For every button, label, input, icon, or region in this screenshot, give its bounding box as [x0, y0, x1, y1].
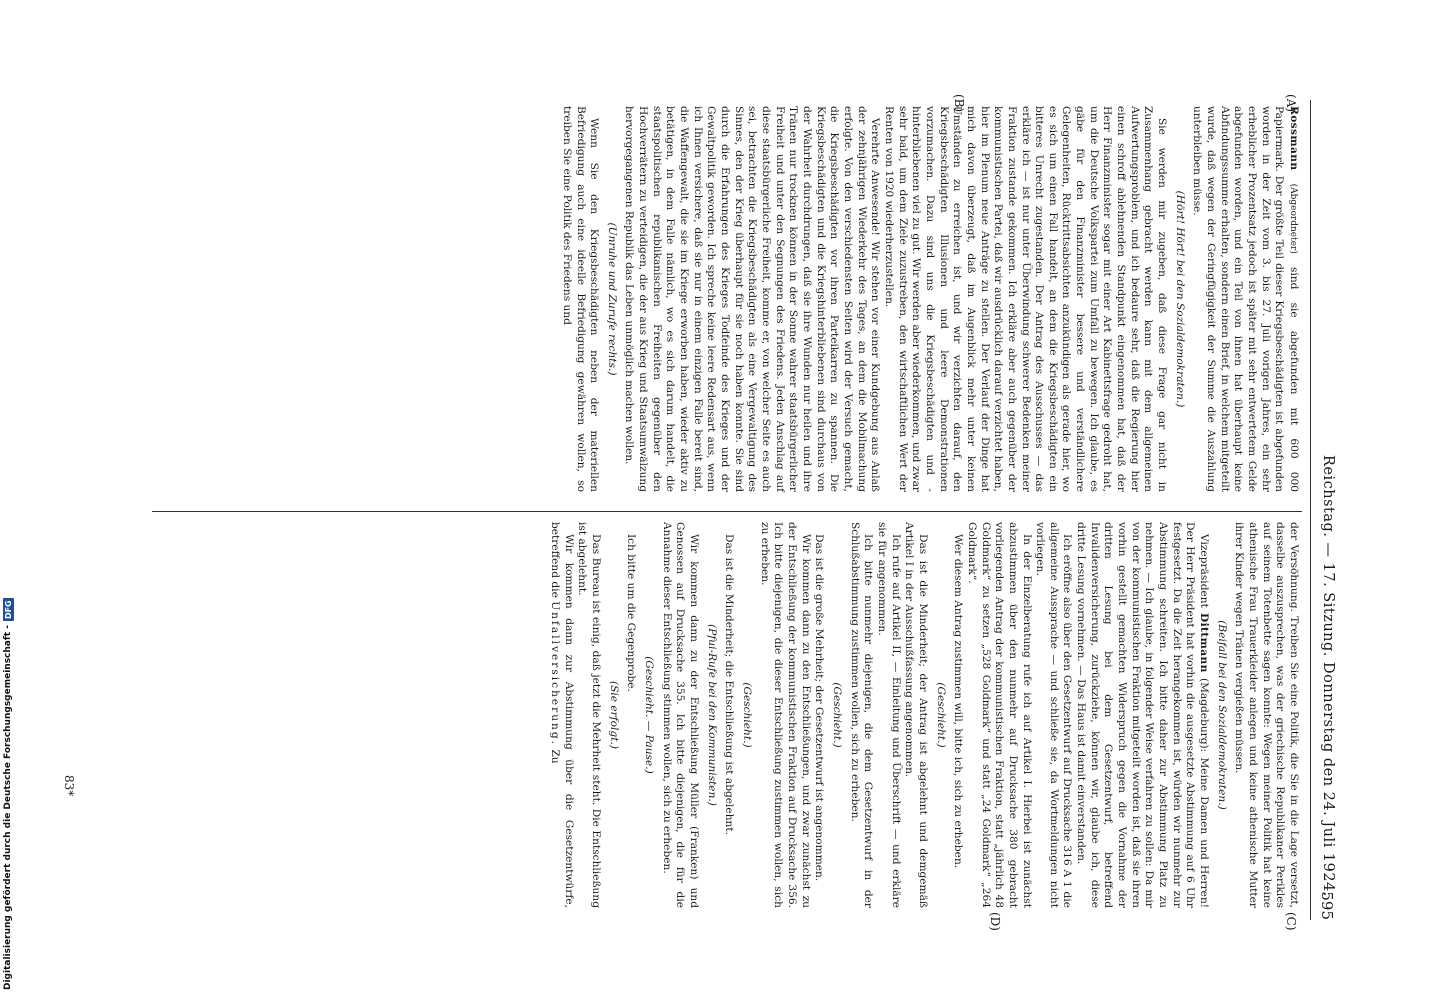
- header-rule: [1310, 100, 1311, 920]
- paragraph: der Versöhnung. Treiben Sie eine Politik, die Sie in die Lage versetzt, dasselbe auszusprechen, was der griechische Republikaner Perikles auf seinem Totenbette sagen konnte: Wegen meiner Politik hat keine athenische Frau Trauerkleider anlegen und keine athenische Mutter ihrer Kinder wegen Tränen vergießen müssen.: [1233, 522, 1300, 908]
- margin-mark-c: (C): [1284, 912, 1298, 931]
- paragraph: [548, 522, 575, 908]
- page-header: [1314, 100, 1336, 920]
- speaker-title: Vizepräsident: [1198, 534, 1211, 608]
- spaced-heading: Unfallversicherung.: [549, 601, 562, 747]
- interjection: (Geschieht.): [934, 682, 947, 748]
- paragraph-text: sind sie abgefunden mit 600 000 Papiermark. Der größte Teil dieser Kriegsbeschädigten ist abgefunden worden in der Zeit vom 3. bis 27. Juli vorigen Jahres, ein sehr erheblicher Prozentsatz jedoch ist später mit sehr entwertetem Gelde abgefunden worden, und ein Teil von ihnen hat überhaupt keine Abfindungssumme erhalten, sondern einen Brief, in welchem mitgeteilt wurde, daß wegen der Geringfügigkeit der Summe die Auszahlung unterbleiben müsse.: [1191, 106, 1300, 492]
- paragraph: Ich bitte nunmehr diejenigen, die dem Gesetzentwurf in der Schlußabstimmung zustimmen wollen, sich zu erheben.: [848, 522, 875, 908]
- interjection: (Beifall bei den Sozialdemokraten.): [1215, 620, 1228, 810]
- interjection: (Geschieht. — Pause.): [643, 656, 656, 774]
- paragraph: Verehrte Anwesende! Wir stehen vor einer Kundgebung aus Anlaß der zehnjährigen Wiederkehr des Tages, an dem die Mobilmachung erfolgte. Von den verschiedensten Seiten wird der Versuch gemacht, die Kriegsbeschädigten vor ihren Parteikarren zu spannen. Die Kriegsbeschädigten und die Kriegshinterbliebenen sind durchaus von der Wahrheit durchdrungen, daß sie ihre Wunden nur heilen und ihre Tränen nur trocknen können in der Sonne wahrer staatsbürgerlicher Freiheit und unter den Segnungen des Friedens. Jeden Anschlag auf diese staatsbürgerliche Freiheit, komme er, von welcher Seite es auch sei, betrachten die Kriegsbeschädigten als eine Vergewaltigung des Sinnes, den der Krieg überhaupt für sie noch haben konnte. Sie sind durch die Erfahrungen des Krieges Todfeinde des Krieges und der Gewaltpolitik geworden. Ich spreche keine leere Redensart aus, wenn ich Ihnen versichere, daß sie nur in einem einzigen Falle bereit sind, die Waffengewalt, die sie im Kriege erworben haben, wieder aktiv zu betätigen, in dem Falle nämlich, wo es sich darum handelt, die staatspolitischen republikanischen Freiheiten gegenüber den Hochverrätern zu verteidigen, die der aus Krieg und Staatsumwälzung hervorgegangenen Republik das Leben unmöglich machen wollen.: [623, 106, 882, 492]
- sheet-number: 83*: [62, 775, 76, 797]
- interjection: (Hört! Hört! bei den Sozialdemokraten.): [1173, 190, 1186, 408]
- right-column: [548, 522, 1300, 908]
- paragraph: [1190, 106, 1300, 492]
- credit-text: Digitalisierung gefördert durch die Deutsche Forschungsgemeinschaft -: [3, 625, 13, 990]
- paragraph: Ich rufe auf Artikel II, — Einleitung und Überschrift — und erkläre sie für angenommen.: [875, 522, 902, 908]
- paragraph: Wenn Sie den Kriegsbeschädigten neben der materiellen Befriedigung auch eine ideelle Befriedigung gewähren wollen, so treiben Sie eine Politik des Friedens und: [560, 106, 601, 492]
- speaker-name: Dittmann: [1198, 613, 1211, 673]
- paragraph: Das ist die Minderheit; der Antrag ist abgelehnt und demgemäß Artikel I in der Ausschußfassung angenommen.: [903, 522, 929, 908]
- paragraph: Wir kommen dann zu den Entschließungen, und zwar zunächst zu der Entschließung der kommunistischen Fraktion auf Drucksache 356. Ich bitte diejenigen, die dieser Entschließung zustimmen wollen, sich zu erheben.: [758, 522, 812, 908]
- paragraph-text: Wir kommen dann zur Abstimmung über die Gesetzentwürfe, betreffend die: [549, 522, 575, 908]
- interjection: (Unruhe und Zurufe rechts.): [605, 222, 618, 376]
- paragraph: Wir kommen dann zu der Entschließung Müller (Franken) und Genossen auf Drucksache 355. Ich bitte diejenigen, die für die Annahme dieser Entschließung stimmen wollen, sich zu erheben.: [660, 522, 701, 908]
- digitization-credit: [2, 0, 14, 990]
- speaker-note: (Magdeburg):: [1198, 677, 1211, 753]
- page-title: Reichstag. — 17. Sitzung. Donnerstag den 24. Juli 1924.: [1320, 455, 1336, 897]
- interjection: (Sie erfolgt.): [607, 681, 620, 749]
- speaker-note: (Abgeordneter): [1288, 183, 1298, 254]
- paragraph-text: Meine Damen und Herren! Der Herr Präsident hat vorhin die ausgesetzte Abstimmung auf 6 Uhr festgesetzt. Da die Zeit herangekommen ist, würden wir nunmehr zur Abstimmung schreiten. Ich bitte daher zur Abstimmung Platz zu nehmen. — Ich glaube, in folgender Weise verfahren zu sollen: Da mir von der kommunistischen Fraktion mitgeteilt worden ist, daß sie ihren vorhin gestellt gemachten Widerspruch gegen die Vornahme der dritten Lesung bei dem Gesetzentwurf, betreffend Invalidenversicherung, zurückziehe, können wir, glaube ich, diese dritte Lesung vornehmen. — Das Haus ist damit einverstanden.: [1075, 522, 1211, 909]
- paragraph: [1074, 522, 1211, 908]
- paragraph: Das ist die große Mehrheit; der Gesetzentwurf ist angenommen.: [813, 534, 826, 882]
- dfg-logo: DFG: [3, 600, 13, 620]
- margin-mark-b: (B): [952, 94, 966, 113]
- paragraph: Wer diesem Antrag zustimmen will, bitte ich, sich zu erheben.: [952, 534, 965, 869]
- paragraph: Das ist die Minderheit; die Entschließung ist abgelehnt.: [723, 534, 736, 835]
- paragraph: Das Bureau ist einig, daß jetzt die Mehrheit steht. Die Entschließung ist abgelehnt.: [576, 522, 603, 908]
- margin-mark-d: (D): [988, 912, 1002, 931]
- paragraph: Sie werden mir zugeben, daß diese Frage gar nicht in Zusammenhang gebracht werden kann mit dem allgemeinen Aufwertungsproblem, und ich bedaure sehr, daß die Regierung hier einen schroff ablehnenden Standpunkt eingenommen hat, daß der Herr Finanzminister sogar mit einer Art Kabinettsfrage gedroht hat, um die Deutsche Volkspartei zum Umfall zu bewegen. Ich glaube, es gäbe für den Finanzminister bessere und verständlichere Gelegenheiten, Rücktrittsabsichten anzukündigen als gerade hier, wo es sich um einen Fall handelt, an dem die Kriegsbeschädigten ein bitteres Unrecht zugestanden. Der Antrag des Ausschusses — das erkläre ich — ist nur unter Überwindung schwerer Bedenken meiner Fraktion zustande gekommen. Ich erkläre aber auch gegenüber der kommunistischen Partei, daß wir ausdrücklich darauf verzichtet haben, hier im Plenum neue Anträge zu stellen. Der Verlauf der Dinge hat mich davon überzeugt, daß im Augenblick mehr unter keinen Umständen zu erreichen ist, und wir verzichten darauf, den Kriegsbeschädigten Illusionen und leere Demonstrationen vorzumachen. Dazu sind uns die Kriegsbeschädigten und -hinterbliebenen viel zu gut. Wir werden aber wiederkommen, und zwar sehr bald, um dem Ziele zuzustreben, den wirtschaftlichen Wert der Renten von 1920 wiederherzustellen.: [882, 106, 1169, 492]
- page-number: 595: [1318, 891, 1336, 920]
- column-divider: [152, 511, 1302, 512]
- margin-mark-a: (A): [1284, 94, 1298, 113]
- interjection: (Geschieht.): [741, 682, 754, 748]
- left-column: [559, 106, 1300, 492]
- paragraph: Ich bitte um die Gegenprobe.: [625, 534, 638, 692]
- interjection: (Pfui-Rufe bei den Kommunisten.): [705, 624, 718, 806]
- paragraph-text: Zu: [549, 749, 562, 764]
- paragraph: Ich eröffne also über den Gesetzentwurf auf Drucksache 316 A 1 die allgemeine Aussprache — und schließe sie, da Wortmeldungen nicht vorliegen.: [1034, 522, 1074, 908]
- speaker-name: Rossmann: [1288, 106, 1300, 171]
- paragraph: In der Einzelberatung rufe ich auf Artikel I. Hierbei ist zunächst abzustimmen über den nunmehr auf Drucksache 380 gebracht vorliegenden Antrag der kommunistischen Fraktion, statt „jährlich 48 Goldmark“ zu setzen „528 Goldmark“ und statt „24 Goldmark“ „264 Goldmark“.: [965, 522, 1033, 908]
- interjection: (Geschieht.): [831, 682, 843, 748]
